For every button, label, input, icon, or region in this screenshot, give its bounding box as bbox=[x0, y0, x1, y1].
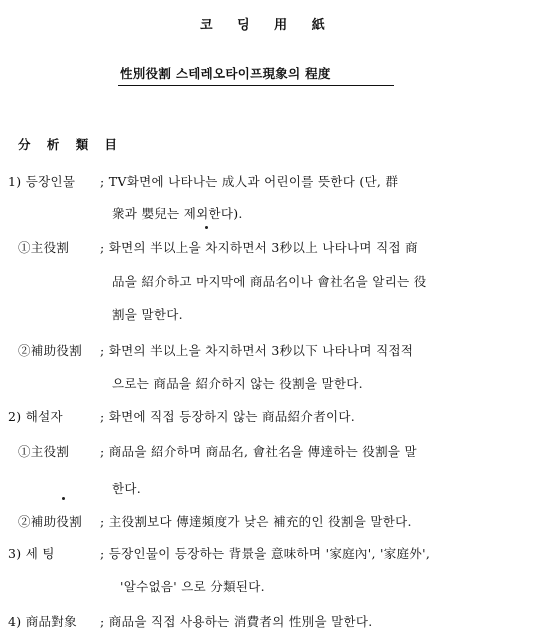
line-text-9: ; 商品을 紹介하며 商品名, 會社名을 傳達하는 役割을 말 bbox=[100, 444, 417, 459]
line-label-12: 3) 세 팅 bbox=[8, 546, 55, 561]
line-text-4: 品을 紹介하고 마지막에 商品名이나 會社名을 알리는 役 bbox=[112, 274, 427, 289]
line-text-12: ; 등장인물이 등장하는 背景을 意味하며 '家庭內', '家庭外', bbox=[100, 546, 431, 561]
line-text-2: 衆과 嬰兒는 제외한다). bbox=[112, 206, 243, 221]
subtitle-underline bbox=[118, 85, 394, 86]
scan-speck bbox=[205, 226, 208, 229]
line-text-13: '알수없음' 으로 分類된다. bbox=[120, 579, 265, 594]
line-text-14: ; 商品을 직접 사용하는 消費者의 性別을 말한다. bbox=[100, 614, 373, 629]
line-label-11: ②補助役割 bbox=[18, 514, 83, 529]
line-label-8: 2) 해설자 bbox=[8, 409, 63, 424]
line-text-3: ; 화면의 半以上을 차지하면서 3秒以上 나타나며 직접 商 bbox=[100, 240, 418, 255]
line-label-3: ①主役割 bbox=[18, 240, 70, 255]
line-text-10: 한다. bbox=[112, 481, 142, 496]
line-label-9: ①主役割 bbox=[18, 444, 70, 459]
line-text-1: ; TV화면에 나타나는 成人과 어린이를 뜻한다 (단, 群 bbox=[100, 174, 399, 189]
section-label: 分 析 類 目 bbox=[18, 137, 124, 152]
line-text-5: 割을 말한다. bbox=[112, 307, 183, 322]
line-label-1: 1) 등장인물 bbox=[8, 174, 76, 189]
scan-speck bbox=[62, 497, 65, 500]
line-text-7: 으로는 商品을 紹介하지 않는 役割을 말한다. bbox=[112, 376, 363, 391]
line-text-8: ; 화면에 직접 등장하지 않는 商品紹介者이다. bbox=[100, 409, 356, 424]
document-title: 코 딩 用 紙 bbox=[200, 18, 335, 33]
line-label-6: ②補助役割 bbox=[18, 343, 83, 358]
line-label-14: 4) 商品對象 bbox=[8, 614, 77, 629]
line-text-11: ; 主役割보다 傳達頻度가 낮은 補充的인 役割을 말한다. bbox=[100, 514, 412, 529]
document-subtitle: 性別役割 스테레오타이프現象의 程度 bbox=[120, 66, 331, 81]
line-text-6: ; 화면의 半以上을 차지하면서 3秒以下 나타나며 직접적 bbox=[100, 343, 414, 358]
